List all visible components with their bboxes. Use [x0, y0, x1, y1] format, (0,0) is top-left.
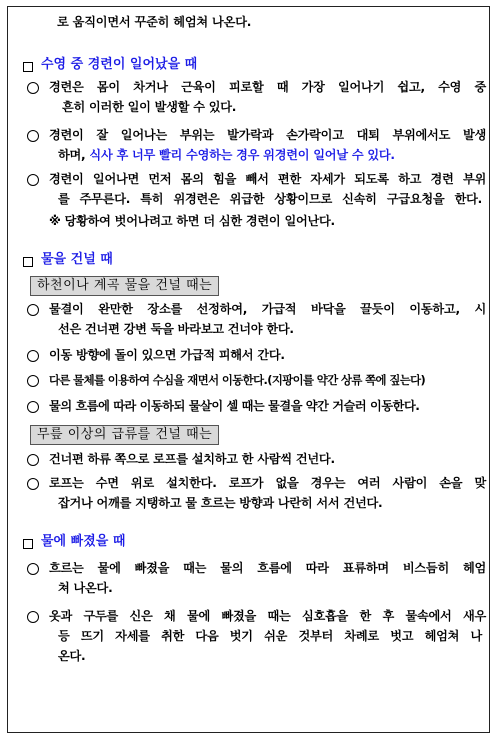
section-heading-crossing: 물을 건널 때	[41, 252, 113, 267]
subheading-stream-crossing: 하천이나 계곡 물을 건널 때는	[30, 276, 219, 296]
checkbox-square-icon	[23, 257, 33, 267]
circle-bullet-icon	[27, 304, 39, 316]
circle-bullet-icon	[27, 563, 39, 575]
circle-bullet-icon	[27, 401, 39, 413]
drowning-item-1-line2: 쳐 나온다.	[58, 581, 113, 595]
cramp-item-2-line1: 경련이 잘 일어나는 부위는 발가락과 손가락이고 대퇴 부위에서도 발생	[49, 128, 486, 142]
cramp-item-2-prefix: 하며,	[58, 148, 90, 162]
drowning-item-1-line1: 흐르는 물에 빠졌을 때는 물의 흐름에 따라 표류하며 비스듬히 헤엄	[49, 561, 486, 575]
rapids-item-1: 건너편 하류 쪽으로 로프를 설치하고 한 사람씩 건넌다.	[49, 452, 335, 466]
cramp-warning-highlight: 식사 후 너무 빨리 수영하는 경우 위경련이 일어날 수 있다.	[89, 148, 395, 162]
stream-item-4: 물의 흐름에 따라 이동하되 물살이 셀 때는 물결을 약간 거슬러 이동한다.	[49, 399, 420, 413]
section-heading-drowning: 물에 빠졌을 때	[41, 534, 126, 549]
stream-item-1-line1: 물결이 완만한 장소를 선정하여, 가급적 바닥을 끌듯이 이동하고, 시	[49, 302, 486, 316]
subheading-rapids-crossing: 무릎 이상의 급류를 건널 때는	[30, 425, 219, 445]
circle-bullet-icon	[27, 350, 39, 362]
cramp-item-1-line2: 흔히 이러한 일이 발생할 수 있다.	[62, 100, 237, 114]
section-heading-cramp: 수영 중 경련이 일어났을 때	[41, 57, 198, 72]
circle-bullet-icon	[27, 82, 39, 94]
circle-bullet-icon	[27, 130, 39, 142]
drowning-item-2-line3: 온다.	[58, 649, 86, 663]
stream-item-3: 다른 물체를 이용하여 수심을 재면서 이동한다.(지팡이를 약간 상류 쪽에 짚는다)	[49, 373, 426, 387]
cramp-item-2-line2	[58, 145, 482, 165]
intro-continuation: 로 움직이면서 꾸준히 헤엄쳐 나온다.	[57, 15, 252, 29]
drowning-item-2-line1: 옷과 구두를 신은 채 물에 빠졌을 때는 심호흡을 한 후 물속에서 새우	[49, 609, 486, 623]
stream-item-1-line2: 선은 건너편 강변 둑을 바라보고 건너야 한다.	[58, 322, 294, 336]
circle-bullet-icon	[27, 454, 39, 466]
checkbox-square-icon	[23, 539, 33, 549]
cramp-item-3-line2: 를 주무른다. 특히 위경련은 위급한 상황이므로 신속히 구급요청을 한다.	[58, 192, 482, 206]
cramp-item-3-line1: 경련이 일어나면 먼저 몸의 힘을 빼서 편한 자세가 되도록 하고 경련 부위	[49, 172, 486, 186]
rapids-item-2-line2: 잡거나 어깨를 지탱하고 물 흐르는 방향과 나란히 서서 건넌다.	[58, 496, 383, 510]
circle-bullet-icon	[27, 375, 39, 387]
circle-bullet-icon	[27, 174, 39, 186]
stream-item-2: 이동 방향에 돌이 있으면 가급적 피해서 간다.	[49, 348, 285, 362]
cramp-note: ※ 당황하여 벗어나려고 하면 더 심한 경련이 일어난다.	[49, 214, 335, 228]
checkbox-square-icon	[23, 62, 33, 72]
cramp-item-1-line1: 경련은 몸이 차거나 근육이 피로할 때 가장 일어나기 쉽고, 수영 중	[49, 80, 486, 94]
circle-bullet-icon	[27, 478, 39, 490]
rapids-item-2-line1: 로프는 수면 위로 설치한다. 로프가 없을 경우는 여러 사람이 손을 맞	[49, 476, 486, 490]
circle-bullet-icon	[27, 611, 39, 623]
drowning-item-2-line2: 등 뜨기 자세를 취한 다음 벗기 쉬운 것부터 차례로 벗고 헤엄쳐 나	[58, 629, 482, 643]
